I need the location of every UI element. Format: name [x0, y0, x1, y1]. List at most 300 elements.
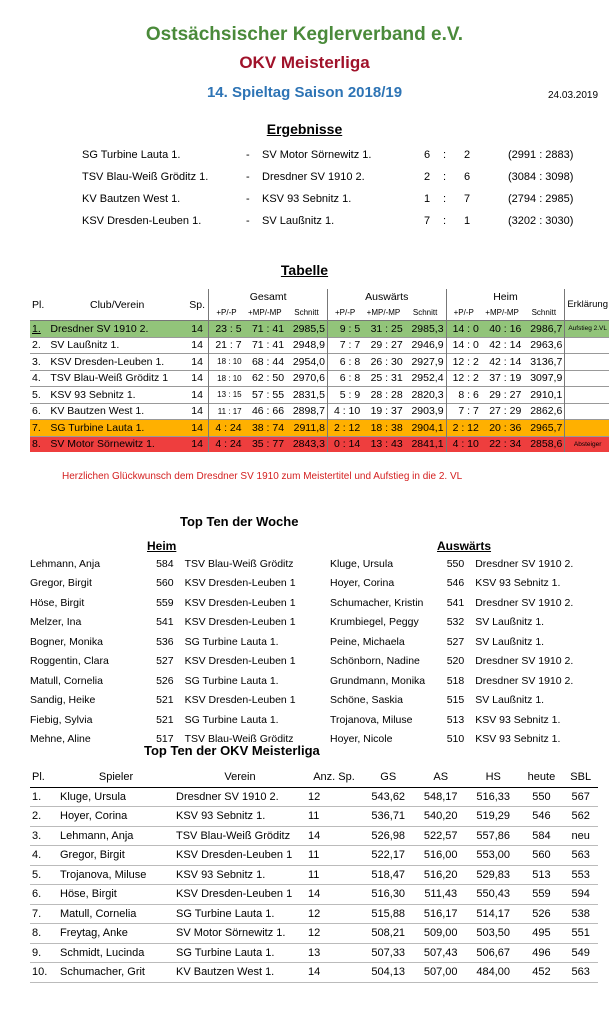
topleague-anz: 11: [306, 807, 362, 827]
topleague-pl: 3.: [30, 826, 58, 846]
topleague-heute: 584: [519, 826, 563, 846]
auswaerts-schnitt: 2904,1: [411, 421, 444, 434]
auswaerts-points: 6 : 8: [327, 370, 362, 387]
topleague-spieler: Schmidt, Lucinda: [58, 943, 174, 963]
standings-table: [30, 289, 609, 452]
table-title: Tabelle: [280, 262, 329, 278]
topleague-spieler: Gregor, Birgit: [58, 846, 174, 866]
pl-cell: 7.: [32, 421, 41, 434]
topweek-name: Krumbiegel, Peggy: [330, 616, 419, 629]
result-hp: 7: [424, 215, 431, 227]
topleague-anz: 14: [306, 885, 362, 905]
topweek-club: KSV 93 Sebnitz 1.: [475, 577, 561, 590]
gesamt-mp: 38 : 74: [251, 421, 285, 434]
topleague-row: [30, 963, 598, 983]
topweek-club: KSV 93 Sebnitz 1.: [475, 733, 561, 746]
topweek-pins: 546: [446, 577, 465, 590]
result-score: (3084 : 3098): [508, 171, 574, 183]
topweek-name: Schönborn, Nadine: [330, 655, 420, 668]
topleague-gs: 543,62: [362, 787, 414, 807]
pl-cell: 3.: [32, 355, 41, 368]
standings-row: [30, 420, 609, 437]
topleague-sbl: 551: [563, 924, 598, 944]
topweek-name: Sandig, Heike: [30, 694, 96, 707]
topweek-name: Lehmann, Anja: [30, 557, 101, 570]
topleague-gs: 518,47: [362, 865, 414, 885]
topweek-name: Gregor, Birgit: [30, 577, 92, 590]
topleague-sbl: 549: [563, 943, 598, 963]
topleague-anz: 12: [306, 924, 362, 944]
topweek-heim-row: [30, 593, 330, 613]
gesamt-mp: 35 : 77: [251, 438, 285, 451]
topleague-row: [30, 787, 598, 807]
topleague-gs: 508,21: [362, 924, 414, 944]
gesamt-schnitt: 2970,6: [292, 372, 325, 385]
heim-points: 7 : 7: [446, 403, 481, 420]
topleague-verein: SG Turbine Lauta 1.: [174, 904, 306, 924]
topweek-heim-row: [30, 554, 330, 574]
topweek-pins: 515: [446, 694, 465, 707]
topweek-heim-row: [30, 652, 330, 672]
pl-cell: 2.: [32, 339, 41, 352]
topleague-spieler: Höse, Birgit: [58, 885, 174, 905]
topleague-as: 511,43: [414, 885, 466, 905]
topleague-spieler: Kluge, Ursula: [58, 787, 174, 807]
auswaerts-points: 6 : 8: [327, 354, 362, 371]
topweek-aus-row: [330, 632, 605, 652]
topweek-club: SG Turbine Lauta 1.: [184, 635, 279, 648]
col-a-s: Schnitt: [412, 307, 438, 317]
topweek-pins: 526: [156, 674, 174, 687]
gesamt-mp: 71 : 41: [251, 339, 285, 352]
topleague-spieler: Trojanova, Miluse: [58, 865, 174, 885]
pl-cell: 4.: [32, 372, 41, 385]
col-a-mp: +MP/-MP: [366, 307, 401, 317]
topweek-club: KSV Dresden-Leuben 1: [184, 655, 296, 668]
gesamt-points: 21 : 7: [209, 337, 244, 354]
heim-mp: 27 : 29: [489, 405, 522, 418]
heim-schnitt: 2858,6: [530, 438, 563, 451]
t3-col-sbl: SBL: [563, 768, 598, 787]
topleague-gs: 515,88: [362, 904, 414, 924]
topweek-pins: 521: [156, 713, 174, 726]
topweek-pins: 518: [446, 674, 465, 687]
topleague-hs: 519,29: [467, 807, 519, 827]
topleague-verein: KSV 93 Sebnitz 1.: [174, 807, 306, 827]
result-sep: -: [246, 215, 250, 227]
t3-col-anz: Anz. Sp.: [306, 768, 362, 787]
auswaerts-mp: 29 : 27: [370, 339, 403, 352]
topleague-verein: KV Bautzen West 1.: [174, 963, 306, 983]
topweek-name: Hoyer, Corina: [330, 577, 395, 590]
topweek-club: SG Turbine Lauta 1.: [184, 674, 279, 687]
topleague-gs: 526,98: [362, 826, 414, 846]
standings-row: [30, 337, 609, 354]
sp-cell: 14: [191, 339, 203, 352]
topleague-hs: 484,00: [467, 963, 519, 983]
erkl-note: Aufstieg 2.VL: [565, 321, 609, 338]
auswaerts-points: 9 : 5: [327, 321, 362, 338]
auswaerts-mp: 25 : 31: [370, 372, 403, 385]
topleague-as: 516,00: [414, 846, 466, 866]
t3-col-spieler: Spieler: [58, 768, 174, 787]
topleague-spieler: Hoyer, Corina: [58, 807, 174, 827]
topweek-aus-row: [330, 691, 605, 711]
erkl-note: Absteiger: [565, 436, 609, 452]
result-sep: -: [246, 171, 250, 183]
gesamt-schnitt: 2948,9: [292, 339, 325, 352]
topleague-hs: 553,00: [467, 846, 519, 866]
topweek-name: Hoyer, Nicole: [330, 733, 393, 746]
col-heim: Heim: [446, 289, 565, 305]
erkl-note: [565, 420, 609, 437]
topweek-aus-row: [330, 613, 605, 633]
org-title: Ostsächsischer Keglerverband e.V.: [145, 24, 464, 45]
club-cell: KV Bautzen West 1.: [50, 405, 145, 418]
heim-points: 8 : 6: [446, 387, 481, 404]
club-cell: KSV Dresden-Leuben 1.: [50, 355, 165, 368]
standings-row: [30, 387, 609, 404]
topweek-name: Schöne, Saskia: [330, 694, 403, 707]
sp-cell: 14: [191, 438, 203, 451]
topleague-hs: 550,43: [467, 885, 519, 905]
gesamt-points: 4 : 24: [209, 436, 244, 452]
auswaerts-points: 4 : 10: [327, 403, 362, 420]
topweek-club: SG Turbine Lauta 1.: [184, 713, 279, 726]
topweek-heim-row: [30, 691, 330, 711]
topleague-gs: 522,17: [362, 846, 414, 866]
topleague-as: 540,20: [414, 807, 466, 827]
sp-cell: 14: [191, 322, 203, 335]
heim-mp: 29 : 27: [489, 388, 522, 401]
topleague-pl: 10.: [30, 963, 58, 983]
auswaerts-schnitt: 2903,9: [411, 405, 444, 418]
standings-row: [30, 321, 609, 338]
topleague-spieler: Lehmann, Anja: [58, 826, 174, 846]
topweek-heim-row: [30, 710, 330, 730]
sp-cell: 14: [191, 355, 203, 368]
result-hp: 2: [424, 171, 431, 183]
topleague-as: 522,57: [414, 826, 466, 846]
topleague-title: Top Ten der OKV Meisterliga: [144, 743, 320, 758]
auswaerts-points: 0 : 14: [327, 436, 362, 452]
topleague-gs: 536,71: [362, 807, 414, 827]
topweek-pins: 517: [156, 733, 174, 746]
result-home: TSV Blau-Weiß Gröditz 1.: [82, 171, 209, 183]
auswaerts-mp: 28 : 28: [370, 388, 403, 401]
topleague-anz: 11: [306, 846, 362, 866]
gesamt-points: 11 : 17: [209, 403, 244, 420]
topweek-club: Dresdner SV 1910 2.: [475, 557, 574, 570]
topleague-heute: 546: [519, 807, 563, 827]
topweek-club: Dresdner SV 1910 2.: [475, 596, 574, 609]
result-score: (3202 : 3030): [508, 215, 574, 227]
gesamt-points: 18 : 10: [209, 354, 244, 371]
standings-row: [30, 403, 609, 420]
t3-col-verein: Verein: [174, 768, 306, 787]
gesamt-schnitt: 2843,3: [292, 438, 325, 451]
club-cell: SV Laußnitz 1.: [50, 339, 120, 352]
topleague-spieler: Matull, Cornelia: [58, 904, 174, 924]
topleague-heute: 452: [519, 963, 563, 983]
pl-cell: 5.: [32, 388, 41, 401]
gesamt-mp: 46 : 66: [251, 405, 285, 418]
gesamt-schnitt: 2831,5: [292, 388, 325, 401]
topweek-pins: 536: [156, 635, 174, 648]
topleague-heute: 513: [519, 865, 563, 885]
col-g-pp: +P/-P: [209, 305, 244, 321]
topweek-club: Dresdner SV 1910 2.: [475, 674, 574, 687]
gesamt-schnitt: 2985,5: [292, 322, 325, 335]
gesamt-schnitt: 2954,0: [292, 355, 325, 368]
erkl-note: [565, 387, 609, 404]
topweek-club: SV Laußnitz 1.: [475, 694, 545, 707]
t3-col-hs: HS: [467, 768, 519, 787]
topweek-pins: 527: [446, 635, 465, 648]
result-score: (2794 : 2985): [508, 193, 574, 205]
col-club: Club/Verein: [90, 298, 145, 311]
topleague-pl: 9.: [30, 943, 58, 963]
topweek-aus-label: Auswärts: [437, 539, 492, 553]
topweek-name: Schumacher, Kristin: [330, 596, 424, 609]
auswaerts-schnitt: 2841,1: [411, 438, 444, 451]
topleague-gs: 504,13: [362, 963, 414, 983]
auswaerts-schnitt: 2927,9: [411, 355, 444, 368]
topleague-verein: KSV 93 Sebnitz 1.: [174, 865, 306, 885]
result-colon: :: [443, 149, 447, 161]
auswaerts-mp: 31 : 25: [370, 322, 403, 335]
topweek-club: TSV Blau-Weiß Gröditz: [184, 733, 294, 746]
sp-cell: 14: [191, 388, 203, 401]
topweek-pins: 532: [446, 616, 465, 629]
topleague-gs: 507,33: [362, 943, 414, 963]
club-cell: SG Turbine Lauta 1.: [50, 421, 145, 434]
auswaerts-points: 2 : 12: [327, 420, 362, 437]
heim-mp: 42 : 14: [489, 355, 522, 368]
topleague-pl: 5.: [30, 865, 58, 885]
topweek-name: Roggentin, Clara: [30, 655, 109, 668]
topleague-hs: 557,86: [467, 826, 519, 846]
topweek-aus-row: [330, 652, 605, 672]
topleague-row: [30, 826, 598, 846]
heim-points: 12 : 2: [446, 370, 481, 387]
gesamt-mp: 68 : 44: [251, 355, 285, 368]
topweek-aus-row: [330, 710, 605, 730]
sp-cell: 14: [191, 421, 203, 434]
topweek-heim-row: [30, 574, 330, 594]
result-away: KSV 93 Sebnitz 1.: [262, 193, 352, 205]
result-score: (2991 : 2883): [508, 149, 574, 161]
topweek-aus-row: [330, 730, 605, 750]
topleague-row: [30, 846, 598, 866]
auswaerts-schnitt: 2946,9: [411, 339, 444, 352]
topleague-row: [30, 904, 598, 924]
league-title: OKV Meisterliga: [239, 53, 370, 72]
erkl-note: [565, 337, 609, 354]
auswaerts-schnitt: 2952,4: [411, 372, 444, 385]
result-away: SV Laußnitz 1.: [262, 215, 335, 227]
topleague-pl: 2.: [30, 807, 58, 827]
topleague-as: 516,20: [414, 865, 466, 885]
col-h-pp: +P/-P: [446, 305, 481, 321]
col-sp: Sp.: [189, 298, 205, 311]
topweek-pins: 527: [156, 655, 174, 668]
result-colon: :: [443, 215, 447, 227]
gesamt-mp: 71 : 41: [251, 322, 285, 335]
topleague-hs: 506,67: [467, 943, 519, 963]
topleague-sbl: neu: [563, 826, 598, 846]
topleague-pl: 4.: [30, 846, 58, 866]
heim-schnitt: 2963,6: [530, 339, 563, 352]
topleague-hs: 514,17: [467, 904, 519, 924]
heim-points: 2 : 12: [446, 420, 481, 437]
result-home: SG Turbine Lauta 1.: [82, 149, 181, 161]
topweek-pins: 521: [156, 694, 174, 707]
result-colon: :: [443, 193, 447, 205]
col-gesamt: Gesamt: [209, 289, 328, 305]
topweek-club: KSV 93 Sebnitz 1.: [475, 713, 561, 726]
topweek-pins: 510: [446, 733, 465, 746]
heim-schnitt: 2862,6: [530, 405, 563, 418]
standings-row: [30, 436, 609, 452]
topleague-verein: SG Turbine Lauta 1.: [174, 943, 306, 963]
topleague-pl: 8.: [30, 924, 58, 944]
topleague-pl: 1.: [30, 787, 58, 807]
auswaerts-points: 5 : 9: [327, 387, 362, 404]
sp-cell: 14: [191, 372, 203, 385]
result-ap: 1: [464, 215, 471, 227]
topweek-pins: 520: [446, 655, 465, 668]
topweek-pins: 513: [446, 713, 465, 726]
pl-cell: 1.: [32, 322, 41, 335]
topweek-name: Trojanova, Miluse: [330, 713, 413, 726]
auswaerts-mp: 26 : 30: [370, 355, 403, 368]
result-away: SV Motor Sörnewitz 1.: [262, 149, 372, 161]
topleague-pl: 6.: [30, 885, 58, 905]
result-hp: 6: [424, 149, 431, 161]
heim-points: 4 : 10: [446, 436, 481, 452]
topweek-aus-table: [330, 554, 605, 749]
result-home: KV Bautzen West 1.: [82, 193, 181, 205]
topweek-pins: 541: [446, 596, 465, 609]
t3-col-gs: GS: [362, 768, 414, 787]
t3-col-as: AS: [414, 768, 466, 787]
gesamt-points: 23 : 5: [209, 321, 244, 338]
heim-schnitt: 3097,9: [530, 372, 563, 385]
topleague-heute: 559: [519, 885, 563, 905]
heim-schnitt: 3136,7: [530, 355, 563, 368]
topleague-hs: 529,83: [467, 865, 519, 885]
topleague-hs: 516,33: [467, 787, 519, 807]
gesamt-schnitt: 2911,8: [293, 421, 325, 434]
topleague-as: 507,43: [414, 943, 466, 963]
col-erkl: Erklärung: [565, 289, 609, 321]
club-cell: KSV 93 Sebnitz 1.: [50, 388, 136, 401]
result-sep: -: [246, 193, 250, 205]
result-hp: 1: [424, 193, 431, 205]
pl-cell: 8.: [32, 438, 41, 451]
topweek-name: Kluge, Ursula: [330, 557, 394, 570]
topweek-title: Top Ten der Woche: [180, 514, 299, 529]
topweek-name: Fiebig, Sylvia: [30, 713, 93, 726]
standings-row: [30, 370, 609, 387]
erkl-note: [565, 354, 609, 371]
topleague-sbl: 567: [563, 787, 598, 807]
topweek-club: KSV Dresden-Leuben 1: [184, 694, 296, 707]
col-h-s: Schnitt: [531, 307, 557, 317]
topweek-aus-row: [330, 593, 605, 613]
topleague-heute: 526: [519, 904, 563, 924]
topleague-verein: KSV Dresden-Leuben 1: [174, 885, 306, 905]
topweek-club: KSV Dresden-Leuben 1: [184, 616, 296, 629]
result-sep: -: [246, 149, 250, 161]
topleague-anz: 12: [306, 904, 362, 924]
topweek-club: SV Laußnitz 1.: [475, 635, 545, 648]
club-cell: SV Motor Sörnewitz 1.: [50, 438, 155, 451]
col-g-s: Schnitt: [294, 307, 319, 317]
result-colon: :: [443, 171, 447, 183]
result-away: Dresdner SV 1910 2.: [262, 171, 365, 183]
topweek-pins: 541: [156, 616, 174, 629]
topleague-anz: 14: [306, 826, 362, 846]
result-ap: 6: [464, 171, 471, 183]
topweek-name: Höse, Birgit: [30, 596, 85, 609]
topleague-as: 507,00: [414, 963, 466, 983]
heim-schnitt: 2965,7: [530, 421, 563, 434]
heim-schnitt: 2910,1: [530, 388, 563, 401]
standings-row: [30, 354, 609, 371]
topleague-anz: 12: [306, 787, 362, 807]
topleague-row: [30, 943, 598, 963]
gesamt-points: 4 : 24: [209, 420, 244, 437]
date: 24.03.2019: [548, 90, 599, 101]
gesamt-mp: 57 : 55: [251, 388, 285, 401]
topleague-sbl: 563: [563, 963, 598, 983]
col-g-mp: +MP/-MP: [248, 307, 282, 317]
topleague-verein: Dresdner SV 1910 2.: [174, 787, 306, 807]
topleague-hs: 503,50: [467, 924, 519, 944]
gesamt-schnitt: 2898,7: [292, 405, 325, 418]
topweek-pins: 550: [446, 557, 465, 570]
topweek-club: SV Laußnitz 1.: [475, 616, 545, 629]
auswaerts-schnitt: 2820,3: [411, 388, 444, 401]
topleague-verein: KSV Dresden-Leuben 1: [174, 846, 306, 866]
topweek-name: Peine, Michaela: [330, 635, 405, 648]
topleague-spieler: Schumacher, Grit: [58, 963, 174, 983]
heim-mp: 22 : 34: [489, 438, 522, 451]
topweek-pins: 584: [156, 557, 174, 570]
topleague-anz: 14: [306, 963, 362, 983]
topleague-as: 548,17: [414, 787, 466, 807]
heim-points: 12 : 2: [446, 354, 481, 371]
topleague-heute: 496: [519, 943, 563, 963]
topleague-row: [30, 807, 598, 827]
topweek-name: Grundmann, Monika: [330, 674, 426, 687]
topweek-name: Melzer, Ina: [30, 616, 82, 629]
result-home: KSV Dresden-Leuben 1.: [82, 215, 202, 227]
results-title: Ergebnisse: [266, 121, 343, 137]
t3-col-pl: Pl.: [30, 768, 58, 787]
col-pl: Pl.: [32, 298, 45, 311]
heim-mp: 20 : 36: [489, 421, 522, 434]
club-cell: Dresdner SV 1910 2.: [50, 322, 149, 335]
topleague-row: [30, 885, 598, 905]
heim-schnitt: 2986,7: [530, 322, 563, 335]
topleague-anz: 11: [306, 865, 362, 885]
heim-mp: 42 : 14: [489, 339, 522, 352]
erkl-note: [565, 403, 609, 420]
topweek-heim-label: Heim: [147, 539, 177, 553]
